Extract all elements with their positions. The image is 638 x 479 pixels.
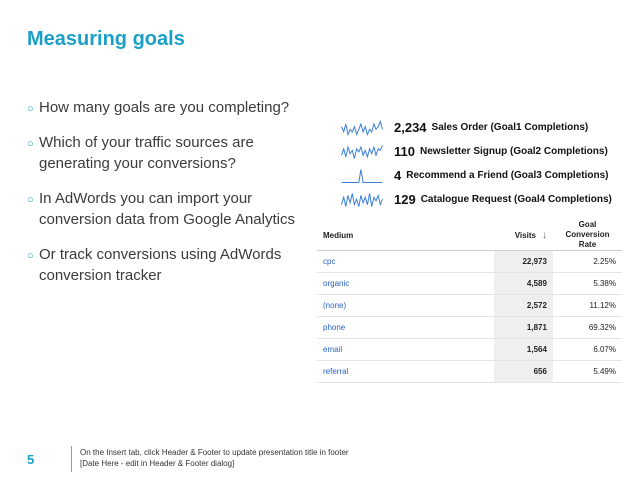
visits-value: 1,871 [494,317,553,339]
slide-number: 5 [27,452,35,467]
conversion-rate-value: 69.32% [553,317,622,339]
sparkline-line [342,145,383,158]
sort-down-arrow-icon[interactable]: ↓ [541,229,547,241]
visits-value: 4,589 [494,273,553,295]
medium-link[interactable]: phone [317,317,494,339]
goal-label: Sales Order (Goal1 Completions) [431,122,589,133]
footer-line-1: On the Insert tab, click Header & Footer to update presentation title in footer [80,448,349,457]
sparkline-chart [340,192,384,208]
footer-text [80,447,349,469]
circle-bullet-icon: ○ [27,103,34,115]
table-row [317,251,622,273]
goal-value: 110 [394,144,415,159]
medium-link[interactable]: (none) [317,295,494,317]
goal-label: Newsletter Signup (Goal2 Completions) [419,146,608,157]
bullet-text: In AdWords you can import your conversion data from Google Analytics [39,190,295,228]
circle-bullet-icon: ○ [27,250,34,262]
visits-header-label: Visits [514,230,536,240]
conversion-rate-value: 2.25% [553,251,622,273]
bullet-item [27,132,327,174]
sparkline-chart [340,168,384,184]
conversion-rate-value: 5.49% [553,361,622,383]
conv-header-line: Conversion [565,230,610,239]
conv-header-line: Rate [578,240,597,249]
table-row [317,317,622,339]
visits-value: 2,572 [494,295,553,317]
medium-link[interactable]: email [317,339,494,361]
bullet-item [27,188,327,230]
bullet-item [27,97,327,118]
goal-value: 129 [394,192,416,207]
conversion-rate-value: 6.07% [553,339,622,361]
sparkline-line [342,169,383,182]
visits-value: 22,973 [494,251,553,273]
medium-link[interactable]: cpc [317,251,494,273]
goal-row [340,140,625,163]
goal-row [340,188,625,211]
sparkline-chart [340,120,384,136]
column-header-conversion-rate[interactable] [553,220,622,251]
sparkline-line [342,193,383,206]
circle-bullet-icon: ○ [27,138,34,150]
table-row [317,361,622,383]
circle-bullet-icon: ○ [27,194,34,206]
footer-line-2: [Date Here - edit in Header & Footer dialog] [80,459,235,468]
bullet-text: Which of your traffic sources are generating your conversions? [39,134,254,172]
conversion-rate-value: 11.12% [553,295,622,317]
goal-label: Recommend a Friend (Goal3 Completions) [406,170,609,181]
medium-table [317,220,622,383]
medium-link[interactable]: organic [317,273,494,295]
sparkline-chart [340,144,384,160]
bullet-text: How many goals are you completing? [39,99,290,116]
medium-link[interactable]: referral [317,361,494,383]
slide-title: Measuring goals [27,28,185,50]
column-header-medium[interactable]: Medium [317,220,494,251]
bullet-list [27,97,327,300]
column-header-visits[interactable] [494,220,553,251]
bullet-item [27,244,327,286]
goal-label: Catalogue Request (Goal4 Completions) [420,194,612,205]
goal-value: 4 [394,168,402,183]
goal-value: 2,234 [394,120,427,135]
table-header-row [317,220,622,251]
table-row [317,273,622,295]
table-row [317,339,622,361]
goal-row [340,116,625,139]
goal-summary [340,116,625,212]
conv-header-line: Goal [578,220,597,229]
goal-row [340,164,625,187]
bullet-text: Or track conversions using AdWords conversion tracker [39,246,282,284]
conversion-rate-value: 5.38% [553,273,622,295]
sparkline-line [342,121,383,134]
visits-value: 656 [494,361,553,383]
visits-value: 1,564 [494,339,553,361]
table-row [317,295,622,317]
footer-divider [71,446,72,472]
